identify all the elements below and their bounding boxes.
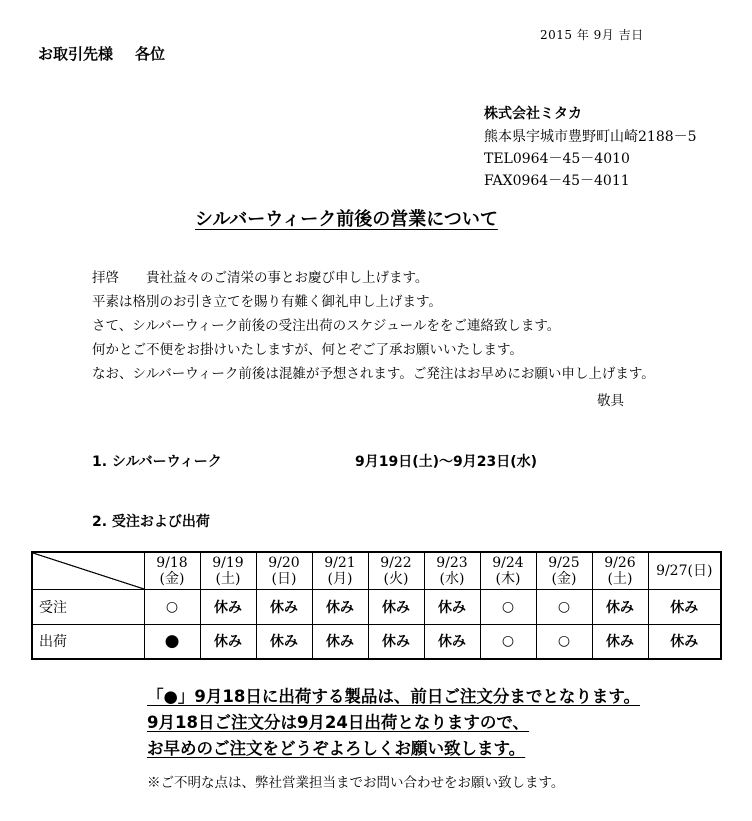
table-cell: 休み [368,589,424,624]
note-line: お早めのご注文をどうぞよろしくお願い致します。 [147,739,526,758]
table-cell: ○ [536,624,592,659]
section-1-label: 1. シルバーウィーク [92,454,222,470]
table-cell: 休み [592,589,648,624]
body-line: 何かとご不便をお掛けいたしますが、何とぞご了承お願いいたします。 [92,342,523,358]
body-line: 平素は格別のお引き立てを賜り有難く御礼申し上げます。 [92,294,442,310]
table-row-shipping [32,624,721,659]
table-cell: 休み [368,624,424,659]
sender-company: 株式会社ミタカ [484,106,582,122]
table-row-orders [32,589,721,624]
table-cell: 休み [200,624,256,659]
table-cell: ○ [480,624,536,659]
date-header: 9/23 (水) [424,552,480,589]
body-line: 拝啓 貴社益々のご清栄の事とお慶び申し上げます。 [92,270,429,286]
table-cell: 休み [200,589,256,624]
corner-cell [32,552,144,589]
date-header: 9/19 (土) [200,552,256,589]
document-date: 2015 年 9月 吉日 [540,28,644,42]
date-header: 9/18 (金) [144,552,200,589]
recipient-suffix: 各位 [135,45,166,63]
table-cell: 休み [312,589,368,624]
section-1-value: 9月19日(土)～9月23日(水) [355,454,538,470]
recipient-name: お取引先様 [38,45,114,63]
sender-address: 熊本県宇城市豊野町山崎2188－5 [484,129,697,145]
body-line: なお、シルバーウィーク前後は混雑が予想されます。ご発注はお早めにお願い申し上げます。 [92,366,655,382]
schedule-table [31,551,722,660]
table-cell: 休み [256,589,312,624]
table-cell: ○ [536,589,592,624]
recipient [38,43,165,64]
date-header: 9/27(日) [648,552,721,589]
table-cell: ○ [144,589,200,624]
table-cell: 休み [424,624,480,659]
table-cell: 休み [648,589,721,624]
table-cell: 休み [256,624,312,659]
date-header: 9/25 (金) [536,552,592,589]
date-header: 9/20 (日) [256,552,312,589]
date-header: 9/26 (土) [592,552,648,589]
date-header: 9/22 (火) [368,552,424,589]
note-line: 9月18日ご注文分は9月24日出荷となりますので、 [147,713,530,732]
date-header: 9/24 (木) [480,552,536,589]
sender-tel: TEL0964－45－4010 [484,151,630,167]
table-cell: 休み [648,624,721,659]
footnote: ※ご不明な点は、弊社営業担当までお問い合わせをお願い致します。 [147,775,565,791]
section-2-label: 2. 受注および出荷 [92,514,210,530]
row-label-orders: 受注 [32,589,144,624]
signoff: 敬具 [597,393,624,409]
row-label-shipping: 出荷 [32,624,144,659]
sender-fax: FAX0964－45－4011 [484,173,630,189]
table-cell: 休み [312,624,368,659]
table-cell: ○ [480,589,536,624]
body-line: さて、シルバーウィーク前後の受注出荷のスケジュールををご連絡致します。 [92,318,561,334]
document-title: シルバーウィーク前後の営業について [195,209,498,230]
date-header: 9/21 (月) [312,552,368,589]
table-header-row [32,552,721,589]
table-cell: ● [144,624,200,659]
table-cell: 休み [592,624,648,659]
table-cell: 休み [424,589,480,624]
note-line: 「●」9月18日に出荷する製品は、前日ご注文分までとなります。 [147,687,641,706]
